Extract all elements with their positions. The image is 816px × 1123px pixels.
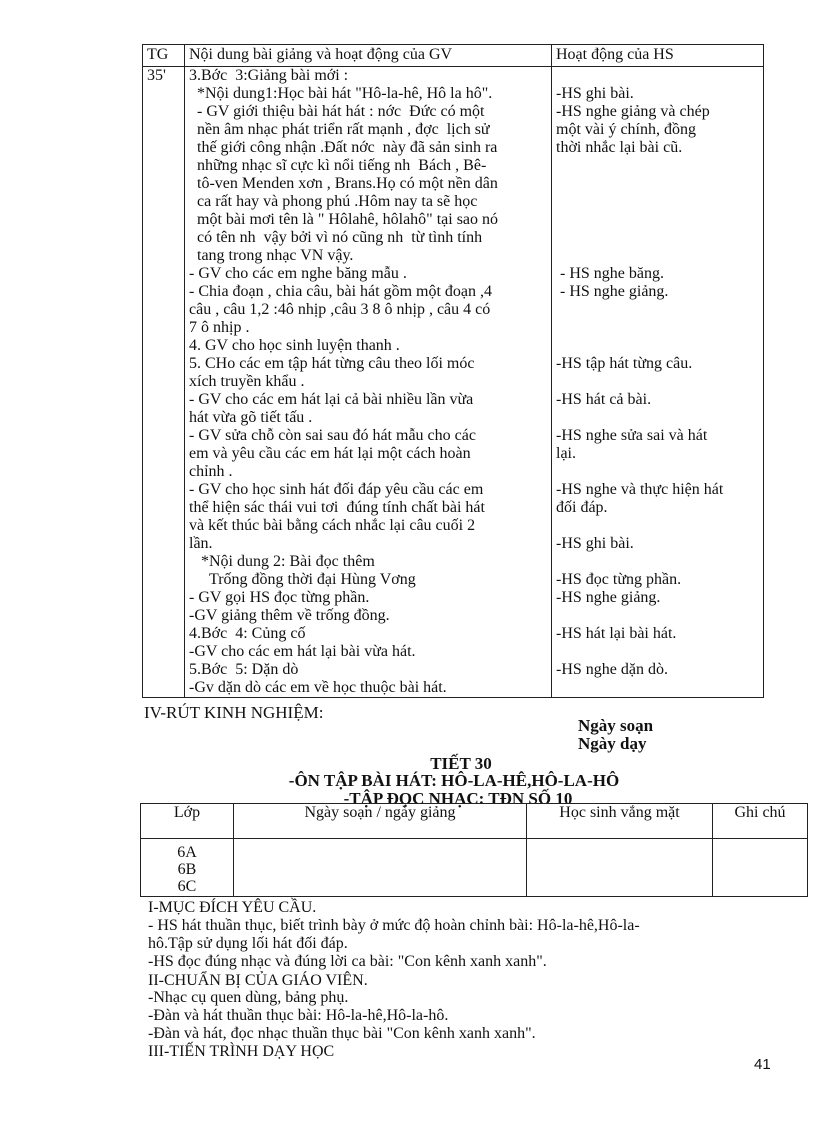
student-activity-line: thời nhắc lại bài cũ. — [556, 139, 683, 156]
teacher-activity-line: nền âm nhạc phát triển rất mạnh , đợc lịch sử — [189, 121, 490, 138]
student-activity-line: lại. — [556, 445, 576, 462]
class-table — [140, 803, 808, 897]
student-activity-line — [556, 301, 759, 319]
student-activity-line: -HS nghe giảng và chép — [556, 103, 710, 120]
section2-heading: II-CHUẨN BỊ CỦA GIÁO VIÊN. — [148, 972, 368, 989]
student-activity-line: -HS đọc từng phần. — [556, 571, 682, 588]
class-list-cell — [141, 839, 234, 897]
ghi-chu-cell — [713, 839, 808, 897]
teacher-activity-line: - Chia đoạn , chia câu, bài hát gồm một đoạn ,4 — [189, 283, 493, 300]
student-activity-line — [556, 337, 759, 355]
teacher-activity-line: - GV sửa chỗ còn sai sau đó hát mẫu cho các — [189, 427, 476, 444]
header-student-activity: Hoạt động của HS — [552, 45, 764, 67]
vang-mat-cell — [527, 839, 713, 897]
student-activity-line — [556, 193, 759, 211]
lesson-title-2: -TẬP ĐỌC NHẠC: TĐN SỐ 10 — [343, 789, 573, 808]
teacher-activity-line: ca rất hay và phong phú .Hôm nay ta sẽ học — [189, 193, 478, 210]
header-vang-mat: Học sinh vắng mặt — [527, 804, 713, 839]
teacher-activity-line: và kết thúc bài bằng cách nhắc lại câu cuối 2 — [189, 517, 476, 534]
student-activity-line: -HS tập hát từng câu. — [556, 355, 693, 372]
student-activity-line — [556, 607, 759, 625]
student-activity-line — [556, 211, 759, 229]
teacher-activity-line: lần. — [189, 535, 213, 552]
student-activity-line: -HS hát cả bài. — [556, 391, 652, 408]
student-activity-line — [556, 553, 759, 571]
section1-line: hô.Tập sử dụng lối hát đối đáp. — [148, 935, 348, 952]
student-activity-line — [556, 67, 759, 85]
student-activity-line — [556, 463, 759, 481]
teacher-activity-line: *Nội dung1:Học bài hát "Hô-la-hê, Hô la hô". — [189, 85, 493, 102]
student-activity-line: -HS ghi bài. — [556, 535, 634, 552]
student-activity-line: -HS ghi bài. — [556, 85, 634, 102]
teacher-activity-line: - GV cho học sinh hát đối đáp yêu cầu các em — [189, 481, 484, 498]
teacher-activity-line: 4.Bớc 4: Củng cố — [189, 625, 306, 642]
section1-line: - HS hát thuần thục, biết trình bày ở mức độ hoàn chỉnh bài: Hô-la-hê,Hô-la- — [148, 917, 640, 934]
student-activity-line — [556, 229, 759, 247]
teacher-activity-line: *Nội dung 2: Bài đọc thêm — [189, 553, 375, 570]
student-activity-line — [556, 643, 759, 661]
ngay-cell — [234, 839, 527, 897]
teacher-activity-line: - GV gọi HS đọc từng phần. — [189, 589, 370, 606]
lesson-table-header — [143, 45, 764, 67]
header-ngay: Ngày soạn / ngày giảng — [234, 804, 527, 839]
teacher-activity-line: -Gv dặn dò các em về học thuộc bài hát. — [189, 679, 447, 696]
student-activity-line: -HS nghe sửa sai và hát — [556, 427, 708, 444]
class-table-header — [141, 804, 808, 839]
student-activity-line: -HS nghe và thực hiện hát — [556, 481, 724, 498]
teacher-activity-line: 7 ô nhịp . — [189, 319, 250, 336]
rut-kinh-nghiem-heading: IV-RÚT KINH NGHIỆM: — [144, 703, 324, 722]
section2-line: -Đàn và hát thuần thục bài: Hô-la-hê,Hô-la-hô. — [148, 1007, 449, 1024]
student-activity-line: - HS nghe giảng. — [556, 283, 669, 300]
teacher-activity-line: có tên nh vậy bởi vì nó cũng nh từ tình tính — [189, 229, 483, 246]
student-activity-line — [556, 319, 759, 337]
teacher-activity-line: một bài mơi tên là " Hôlahê, hôlahô" tại sao nó — [189, 211, 499, 228]
teacher-activity-line: 3.Bớc 3:Giảng bài mới : — [189, 67, 349, 84]
teacher-activity-line: Trống đồng thời đại Hùng Vơng — [189, 571, 416, 588]
teacher-activity-line: - GV cho các em hát lại cả bài nhiều lần vừa — [189, 391, 474, 408]
class-item: 6A — [177, 844, 197, 861]
student-activity-line: - HS nghe băng. — [556, 265, 664, 282]
class-table-row — [141, 839, 808, 897]
student-activity-line: -HS nghe dặn dò. — [556, 661, 668, 678]
section1-line: -HS đọc đúng nhạc và đúng lời ca bài: "Con kênh xanh xanh". — [148, 953, 547, 970]
student-activity-cell — [552, 67, 764, 698]
teacher-activity-line: - GV cho các em nghe băng mẫu . — [189, 265, 407, 282]
student-activity-line: -HS hát lại bài hát. — [556, 625, 677, 642]
teacher-activity-line: 5. CHo các em tập hát từng câu theo lối móc — [189, 355, 475, 372]
page-number: 41 — [754, 1056, 771, 1073]
teacher-activity-line: 4. GV cho học sinh luyện thanh . — [189, 337, 400, 354]
section1-heading: I-MỤC ĐÍCH YÊU CẦU. — [148, 899, 317, 916]
teacher-activity-line: -GV cho các em hát lại bài vừa hát. — [189, 643, 416, 660]
teacher-activity-line: - GV giới thiệu bài hát hát : nớc Đức có một — [189, 103, 485, 120]
teacher-activity-cell — [185, 67, 552, 698]
header-tg: TG — [143, 45, 185, 67]
student-activity-line — [556, 409, 759, 427]
student-activity-line — [556, 247, 759, 265]
header-lop: Lớp — [141, 804, 234, 839]
student-activity-line — [556, 373, 759, 391]
student-activity-line: đối đáp. — [556, 499, 608, 516]
lesson-title-1: -ÔN TẬP BÀI HÁT: HÔ-LA-HÊ,HÔ-LA-HÔ — [288, 771, 620, 790]
lesson-table — [142, 44, 764, 698]
teacher-activity-line: 5.Bớc 5: Dặn dò — [189, 661, 299, 678]
class-item: 6B — [177, 861, 197, 878]
time-cell: 35' — [143, 67, 185, 698]
teacher-activity-line: hát vừa gõ tiết tấu . — [189, 409, 313, 426]
teacher-activity-line: tô-ven Menden xơn , Brans.Họ có một nền dân — [189, 175, 498, 192]
class-item: 6C — [177, 878, 197, 895]
teacher-activity-line: câu , câu 1,2 :4ô nhịp ,câu 3 8 ô nhịp , câu 4 có — [189, 301, 491, 318]
lesson-number: TIẾT 30 — [430, 754, 492, 773]
teacher-activity-line: những nhạc sĩ cực kì nổi tiếng nh Bách , Bê- — [189, 157, 487, 174]
student-activity-line — [556, 157, 759, 175]
header-teacher-activity: Nội dung bài giảng và hoạt động của GV — [185, 45, 552, 67]
student-activity-line — [556, 517, 759, 535]
ngay-soan-label: Ngày soạn — [578, 716, 654, 735]
teacher-activity-line: tang trong nhạc VN vậy. — [189, 247, 354, 264]
student-activity-line: một vài ý chính, đồng — [556, 121, 696, 138]
teacher-activity-line: thể hiện sác thái vui tơi đúng tính chất bài hát — [189, 499, 485, 516]
header-ghi-chu: Ghi chú — [713, 804, 808, 839]
lesson-table-body — [143, 67, 764, 698]
student-activity-line: -HS nghe giảng. — [556, 589, 661, 606]
ngay-day-label: Ngày dạy — [578, 734, 647, 753]
student-activity-line — [556, 679, 759, 697]
teacher-activity-line: thế giới công nhận .Đất nớc này đã sản sinh ra — [189, 139, 498, 156]
section3-heading: III-TIẾN TRÌNH DẠY HỌC — [148, 1043, 335, 1060]
teacher-activity-line: em và yêu cầu các em hát lại một cách hoàn — [189, 445, 471, 462]
teacher-activity-line: -GV giảng thêm về trống đồng. — [189, 607, 390, 624]
teacher-activity-line: chỉnh . — [189, 463, 233, 480]
teacher-activity-line: xích truyền khẩu . — [189, 373, 305, 390]
section2-line: -Đàn và hát, đọc nhạc thuần thục bài "Con kênh xanh xanh". — [148, 1025, 536, 1042]
section2-line: -Nhạc cụ quen dùng, bảng phụ. — [148, 989, 349, 1006]
student-activity-line — [556, 175, 759, 193]
